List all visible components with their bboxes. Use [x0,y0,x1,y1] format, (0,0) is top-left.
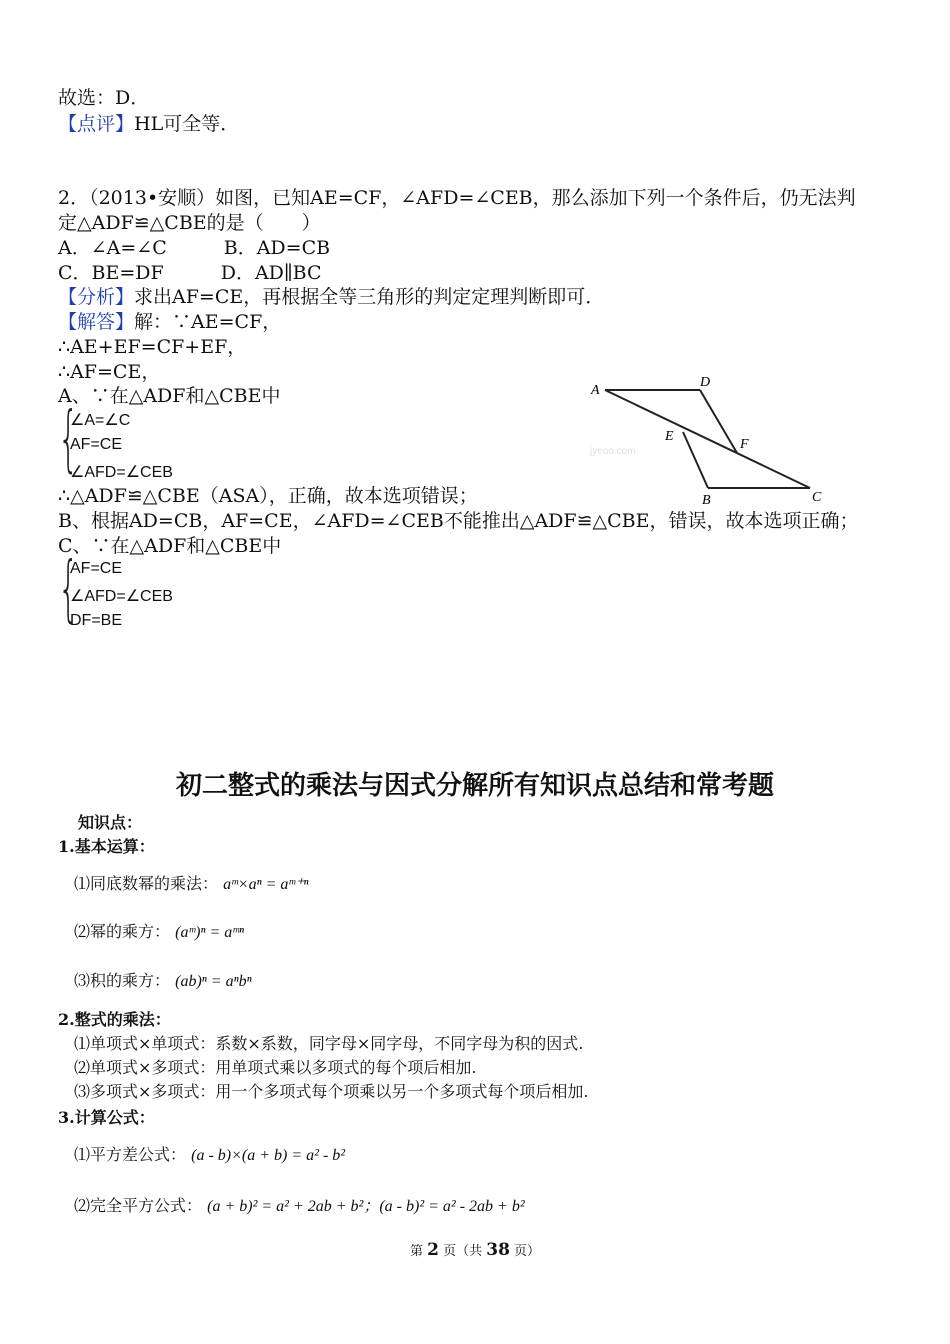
case-c-intro: C、∵在△ADF和△CBE中 [58,535,282,557]
formula-2-label: ⑵完全平方公式： [74,1196,203,1215]
basic-op-3 [74,971,252,992]
footer-page-number: 2 [427,1240,439,1260]
poly-mult-2: ⑵单项式×多项式：用单项式乘以多项式的每个项后相加. [74,1058,477,1077]
solution-text: 解：∵AE=CF， [134,311,282,333]
case-a-condition-2: AF=CE [70,436,123,453]
poly-mult-3: ⑶多项式×多项式：用一个多项式每个项乘以另一个多项式每个项后相加. [74,1082,589,1101]
basic-op-1 [74,874,309,895]
problem-stem-line1: 2．（2013•安顺）如图，已知AE=CF，∠AFD=∠CEB，那么添加下列一个条件后，仍无法判 [58,187,856,209]
formula-2-expr: (a + b)² = a² + 2ab + b²；(a - b)² = a² - 2ab + b² [207,1198,525,1215]
formula-1-label: ⑴平方差公式： [74,1145,187,1164]
analysis-tag: 【分析】 [58,286,135,308]
conclusion-text: 故选：D． [58,87,150,109]
page-footer [0,1240,950,1260]
basic-op-1-label: ⑴同底数幂的乘法： [74,874,219,893]
comment-tag: 【点评】 [58,113,135,135]
geometry-figure [580,370,830,510]
case-a-system [58,396,258,488]
label-c: C [812,490,822,505]
case-c-condition-3: DF=BE [70,612,123,629]
label-d: D [700,375,711,390]
section-title: 初二整式的乘法与因式分解所有知识点总结和常考题 [175,771,774,801]
label-f: F [740,437,749,452]
basic-op-3-formula: (ab)ⁿ = aⁿbⁿ [175,973,252,990]
comment-line [58,112,239,136]
solution-step1: ∴AE+EF=CF+EF， [58,336,247,358]
case-c-system [58,546,258,638]
segment-eb [683,432,708,488]
brace-symbol: { [58,396,79,480]
case-a-condition-1: ∠A=∠C [70,412,131,429]
case-a-condition-3: ∠AFD=∠CEB [70,464,173,481]
analysis-line [58,285,604,309]
heading-poly-mult: 2.整式的乘法： [58,1010,171,1029]
options-line2: C．BE=DF D．AD∥BC [58,262,322,284]
basic-op-2 [74,922,244,943]
footer-total-pages: 38 [486,1240,510,1260]
options-line1: A．∠A=∠C B．AD=CB [58,237,331,259]
case-b-text: B、根据AD=CB，AF=CE，∠AFD=∠CEB不能推出△ADF≌△CBE，错误，故本选项正确； [58,510,859,532]
case-a-intro: A、∵在△ADF和△CBE中 [58,385,281,407]
label-b: B [702,493,711,508]
basic-op-2-label: ⑵幂的乘方： [74,922,171,941]
comment-text: HL可全等． [134,113,240,135]
label-e: E [665,429,674,444]
label-a: A [591,383,600,398]
solution-step2: ∴AF=CE， [58,361,161,383]
basic-op-3-label: ⑶积的乘方： [74,971,171,990]
heading-formulas: 3.计算公式： [58,1108,155,1127]
case-c-condition-2: ∠AFD=∠CEB [70,588,173,605]
footer-mid: 页（共 [443,1244,483,1259]
solution-line [58,310,281,334]
case-c-condition-1: AF=CE [70,560,123,577]
footer-suffix: 页） [514,1244,541,1259]
footer-prefix: 第 [409,1244,423,1259]
heading-basic-ops: 1.基本运算： [58,837,155,856]
formula-2 [74,1196,525,1217]
knowledge-label: 知识点： [78,813,143,832]
solution-tag: 【解答】 [58,311,135,333]
brace-symbol: { [58,546,79,630]
basic-op-2-formula: (aᵐ)ⁿ = aᵐⁿ [175,924,244,941]
analysis-text: 求出AF=CE，再根据全等三角形的判定定理判断即可． [134,286,605,308]
case-a-result: ∴△ADF≌△CBE（ASA），正确，故本选项错误； [58,485,478,507]
basic-op-1-formula: aᵐ×aⁿ = aᵐ⁺ⁿ [223,876,309,893]
poly-mult-1: ⑴单项式×单项式：系数×系数，同字母×同字母，不同字母为积的因式. [74,1034,584,1053]
formula-1-expr: (a - b)×(a + b) = a² - b² [191,1147,346,1164]
watermark: jyeoo.com [590,446,636,457]
formula-1 [74,1145,345,1166]
problem-stem-line2: 定△ADF≌△CBE的是（ ） [58,212,321,234]
